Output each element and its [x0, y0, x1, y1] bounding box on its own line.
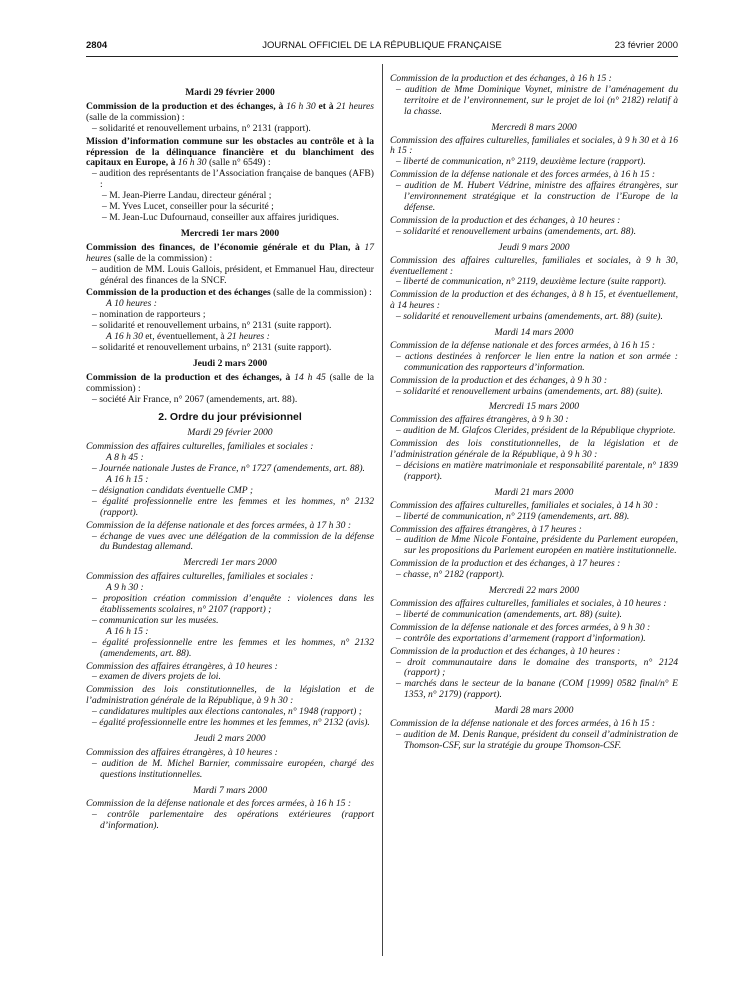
- room-info: (salle de la commission) :: [86, 371, 374, 394]
- agenda-item: – proposition création commission d’enquête : violences dans les établissements scolaires, n° 2107 (rapport) ;: [92, 593, 374, 615]
- committee-name: Commission de la défense nationale et des forces armées, à 16 h 15 :: [390, 169, 656, 181]
- committee-name: Commission des affaires culturelles, familiales et sociales, à 9 h 30 et à 16 h 15 :: [390, 134, 678, 157]
- day-heading: Mardi 28 mars 2000: [494, 705, 574, 717]
- agenda-item: – contrôle des exportations d’armement (rapport d’information).: [396, 632, 646, 644]
- agenda-item: – M. Jean-Luc Dufournaud, conseiller aux affaires juridiques.: [102, 211, 339, 223]
- agenda-item: – solidarité et renouvellement urbains (amendements, art. 88).: [396, 225, 636, 237]
- time-line: A 16 h 15 :: [106, 625, 149, 637]
- agenda-entry: [86, 373, 374, 395]
- agenda-item: – audition des représentants de l’Association française de banques (AFB) :: [92, 168, 374, 191]
- agenda-entry: [86, 102, 374, 124]
- agenda-item: – candidatures multiples aux élections cantonales, n° 1948 (rapport) ;: [92, 706, 362, 718]
- agenda-item: – actions destinées à renforcer le lien entre la nation et son armée : communication des rapporteurs d’information.: [396, 350, 678, 373]
- committee-name: Commission de la production et des échanges, à 9 h 30 :: [390, 374, 608, 386]
- committee-name: Commission de la défense nationale et des forces armées, à 16 h 15 :: [390, 718, 656, 730]
- day-heading: Mercredi 22 mars 2000: [488, 585, 580, 597]
- committee-name: Commission des affaires culturelles, familiales et sociales, à 14 h 30 :: [390, 499, 659, 511]
- day-heading: Mardi 21 mars 2000: [494, 486, 574, 498]
- agenda-item: – audition de Mme Dominique Voynet, ministre de l’aménagement du territoire et de l’environnement, sur le projet de loi (n° 2182) relatif à la chasse.: [396, 83, 678, 117]
- time-line: A 10 heures :: [106, 298, 157, 310]
- agenda-item: – chasse, n° 2182 (rapport).: [396, 569, 505, 581]
- agenda-item: – marchés dans le secteur de la banane (COM [1999] 0582 final/n° E 1353, n° 2179) (rapport).: [396, 678, 678, 701]
- committee-name: Commission des affaires étrangères, à 17 heures :: [390, 523, 582, 535]
- agenda-item: – contrôle parlementaire des opérations extérieures (rapport d’information).: [92, 809, 374, 832]
- separator: , à: [273, 100, 287, 112]
- separator: , à: [279, 371, 295, 383]
- agenda-item: – nomination de rapporteurs ;: [92, 309, 206, 321]
- agenda-item: – liberté de communication, n° 2119 (amendements, art. 88).: [396, 510, 630, 522]
- time-line: A 8 h 45 :: [106, 452, 144, 464]
- day-heading: Jeudi 2 mars 2000: [192, 357, 268, 369]
- committee-name: Commission de la production et des échanges, à 10 heures :: [390, 645, 621, 657]
- time: 21 heures: [336, 100, 374, 112]
- committee-name: Commission de la production et des échanges: [86, 100, 274, 112]
- day-heading: Mercredi 15 mars 2000: [488, 401, 580, 413]
- time: 14 h 45: [294, 371, 326, 383]
- agenda-item: – égalité professionnelle entre les femmes et les hommes, n° 2132 (amendements, art. 88).: [92, 636, 374, 659]
- agenda-item: – désignation candidats éventuelle CMP ;: [92, 484, 254, 496]
- agenda-item: – Journée nationale Justes de France, n° 1727 (amendements, art. 88).: [92, 463, 365, 475]
- agenda-item: – liberté de communication, n° 2119, deuxième lecture (rapport).: [396, 156, 646, 168]
- left-column: [86, 64, 374, 832]
- agenda-item: – audition de MM. Louis Gallois, président, et Emmanuel Hau, directeur général des finances de la SNCF.: [92, 263, 374, 286]
- time-line: A 16 h 15 :: [106, 474, 149, 485]
- page-number: 2804: [86, 40, 108, 51]
- separator: , à: [165, 157, 178, 169]
- day-heading: Mardi 29 février 2000: [185, 87, 275, 98]
- committee-name: Commission de la production et des échanges: [86, 371, 280, 383]
- committee-name: Commission de la production et des échanges: [86, 287, 271, 299]
- committee-name: Commission des finances, de l’économie générale et du Plan: [86, 241, 348, 253]
- agenda-item: – solidarité et renouvellement urbains, n° 2131 (rapport).: [92, 122, 311, 134]
- committee-name: Commission de la défense nationale et des forces armées, à 16 h 15 :: [86, 798, 352, 810]
- agenda-item: – solidarité et renouvellement urbains, n° 2131 (suite rapport).: [92, 320, 332, 332]
- agenda-item: – égalité professionnelle entre les femmes et les hommes, n° 2132 (rapport).: [92, 495, 374, 518]
- agenda-item: – solidarité et renouvellement urbains (amendements, art. 88) (suite).: [396, 385, 663, 397]
- agenda-item: – audition de M. Glafcos Clerides, président de la République chypriote.: [396, 425, 676, 437]
- separator: et à: [315, 100, 337, 112]
- agenda-item: – droit communautaire dans le domaine des transports, n° 2124 (rapport) ;: [396, 656, 678, 679]
- day-heading: Mardi 14 mars 2000: [494, 327, 574, 339]
- committee-name: Commission des affaires culturelles, familiales et sociales, à 10 heures :: [390, 597, 667, 609]
- day-heading: Jeudi 2 mars 2000: [194, 732, 266, 744]
- agenda-item: – liberté de communication (amendements, art. 88) (suite).: [396, 608, 622, 620]
- committee-name: Commission de la défense nationale et des forces armées, à 16 h 15 :: [390, 339, 656, 351]
- room-info: (salle n° 6549) :: [206, 157, 271, 169]
- agenda-item: – société Air France, n° 2067 (amendements, art. 88).: [92, 393, 298, 405]
- time: A 16 h 30: [106, 331, 143, 343]
- committee-name: Commission des affaires culturelles, familiales et sociales, à 9 h 30, éventuellement :: [390, 254, 678, 277]
- agenda-item: – communication sur les musées.: [92, 614, 219, 626]
- issue-date: 23 février 2000: [614, 40, 678, 51]
- header-rule: [86, 56, 678, 57]
- time: 21 heures :: [227, 331, 270, 343]
- committee-name: Commission de la défense nationale et des forces armées, à 17 h 30 :: [86, 519, 352, 531]
- mission-name: Mission d’information commune sur les obstacles au contrôle et à la répression de la délinquance financière et du blanchiment des capitaux en Europe: [86, 135, 374, 169]
- section-title: 2. Ordre du jour prévisionnel: [158, 411, 302, 424]
- time: 17 heures: [86, 241, 374, 264]
- day-heading: Mardi 29 février 2000: [187, 427, 273, 439]
- day-heading: Mercredi 1er mars 2000: [183, 557, 277, 569]
- room-info: (salle de la commission) :: [86, 111, 185, 123]
- committee-name: Commission des affaires étrangères, à 9 h 30 :: [390, 414, 569, 426]
- agenda-item: – audition de M. Hubert Védrine, ministre des affaires étrangères, sur l’environnement stratégique et la construction de l’Europe de la défense.: [396, 180, 678, 213]
- agenda-item: – échange de vues avec une délégation de la commission de la défense du Bundestag allemand.: [92, 530, 374, 553]
- committee-name: Commission de la production et des échanges, à 10 heures :: [390, 214, 621, 226]
- committee-name: Commission des affaires étrangères, à 10 heures :: [86, 660, 278, 672]
- agenda-item: – audition de Mme Nicole Fontaine, présidente du Parlement européen, sur les propositions du Parlement européen en matière institutionnelle.: [396, 534, 678, 557]
- agenda-item: – audition de M. Michel Barnier, commissaire européen, chargé des questions institutionnelles.: [92, 757, 374, 780]
- committee-name: Commission des lois constitutionnelles, de la législation et de l’administration générale de la République, à 9 h 30 :: [86, 684, 374, 707]
- time: 16 h 30: [177, 157, 207, 169]
- agenda-item: – audition de M. Denis Ranque, président du conseil d’administration de Thomson-CSF, sur la stratégie du groupe Thomson-CSF.: [396, 728, 678, 751]
- time-line: A 9 h 30 :: [106, 582, 144, 594]
- separator: et, éventuellement, à: [142, 331, 228, 343]
- committee-name: Commission des affaires étrangères, à 10 heures :: [86, 746, 278, 758]
- agenda-item: – solidarité et renouvellement urbains, n° 2131 (suite rapport).: [92, 341, 332, 353]
- committee-name: Commission de la production et des échanges, à 17 heures :: [390, 558, 621, 570]
- committee-name: Commission des lois constitutionnelles, de la législation et de l’administration générale de la République, à 9 h 30 :: [390, 438, 678, 461]
- committee-name: Commission des affaires culturelles, familiales et sociales :: [86, 441, 314, 453]
- page-header: [86, 40, 678, 54]
- agenda-entry: [86, 243, 374, 265]
- agenda-item: – solidarité et renouvellement urbains (amendements, art. 88) (suite).: [396, 311, 663, 323]
- day-heading: Jeudi 9 mars 2000: [498, 241, 570, 253]
- room-info: (salle de la commission) :: [111, 252, 213, 264]
- agenda-item: – examen de divers projets de loi.: [92, 671, 221, 683]
- room-info: (salle de la commission) :: [270, 287, 372, 299]
- journal-title: JOURNAL OFFICIEL DE LA RÉPUBLIQUE FRANÇAISE: [262, 40, 502, 51]
- agenda-item: – égalité professionnelle entre les hommes et les femmes, n° 2132 (avis).: [92, 717, 370, 729]
- committee-name: Commission des affaires culturelles, familiales et sociales :: [86, 571, 314, 583]
- separator: , à: [348, 241, 365, 253]
- right-column: [390, 64, 678, 752]
- agenda-entry: [86, 137, 374, 170]
- committee-name: Commission de la défense nationale et des forces armées, à 9 h 30 :: [390, 621, 651, 633]
- day-heading: Mardi 7 mars 2000: [193, 784, 267, 796]
- day-heading: Mercredi 8 mars 2000: [491, 121, 577, 133]
- agenda-item: – décisions en matière matrimoniale et responsabilité parentale, n° 1839 (rapport).: [396, 460, 678, 482]
- time: 16 h 30: [286, 100, 316, 112]
- column-separator: [382, 64, 383, 956]
- committee-name: Commission de la production et des échanges, à 8 h 15, et éventuellement, à 14 heures :: [390, 289, 678, 312]
- agenda-item: – M. Jean-Pierre Landau, directeur général ;: [102, 190, 272, 202]
- committee-name: Commission de la production et des échanges, à 16 h 15 :: [390, 73, 612, 84]
- agenda-item: – M. Yves Lucet, conseiller pour la sécurité ;: [102, 201, 274, 213]
- day-heading: Mercredi 1er mars 2000: [180, 227, 280, 239]
- agenda-item: – liberté de communication, n° 2119, deuxième lecture (suite rapport).: [396, 276, 667, 288]
